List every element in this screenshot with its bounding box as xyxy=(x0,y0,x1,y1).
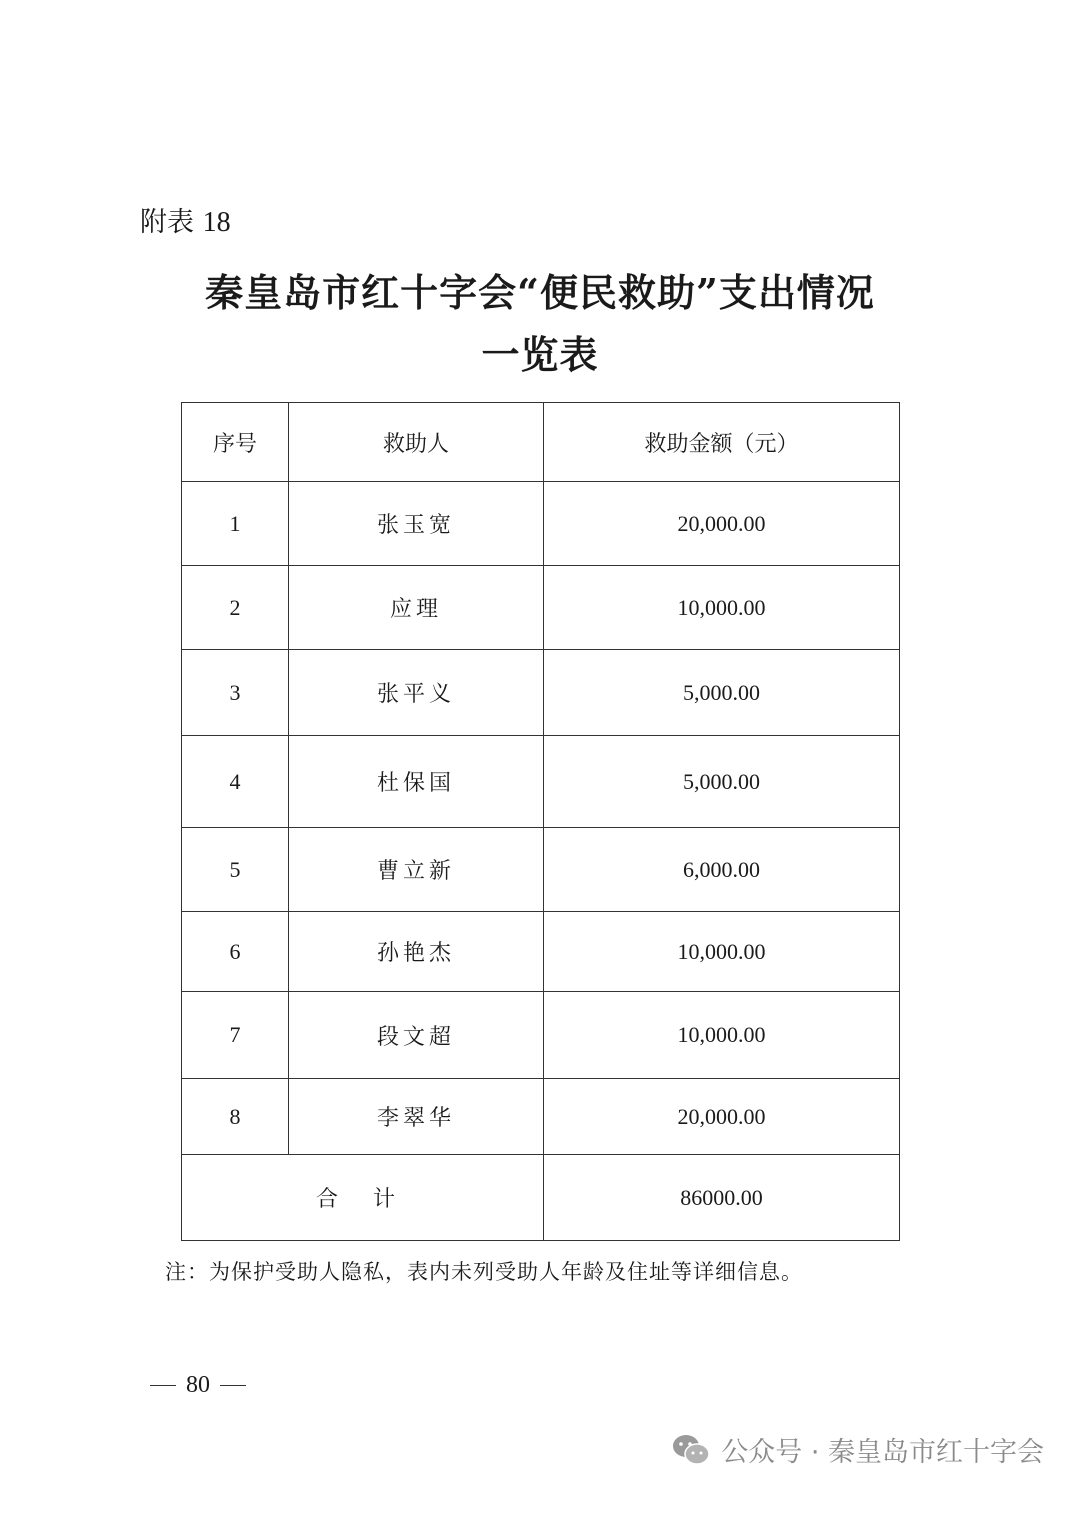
row-recipient: 张玉宽 xyxy=(289,482,544,566)
row-index: 5 xyxy=(182,828,289,912)
table-row xyxy=(182,912,900,992)
row-recipient: 杜保国 xyxy=(289,736,544,828)
row-recipient: 应理 xyxy=(289,566,544,650)
table-header-row xyxy=(182,403,900,482)
row-index: 8 xyxy=(182,1079,289,1155)
row-index: 6 xyxy=(182,912,289,992)
table-row xyxy=(182,736,900,828)
row-amount: 10,000.00 xyxy=(544,566,900,650)
watermark xyxy=(671,1430,1044,1469)
page-number-dash-left xyxy=(150,1385,176,1387)
page-title-line1: 秦皇岛市红十字会“便民救助”支出情况 xyxy=(205,270,875,315)
page-number-value: 80 xyxy=(186,1372,210,1398)
table-total-row xyxy=(182,1155,900,1241)
total-amount: 86000.00 xyxy=(544,1155,900,1241)
row-amount: 5,000.00 xyxy=(544,650,900,736)
column-header-amount: 救助金额（元） xyxy=(544,403,900,482)
table-row xyxy=(182,992,900,1079)
row-recipient: 张平义 xyxy=(289,650,544,736)
privacy-note: 注：为保护受助人隐私，表内未列受助人年龄及住址等详细信息。 xyxy=(165,1260,803,1284)
row-amount: 20,000.00 xyxy=(544,1079,900,1155)
row-index: 4 xyxy=(182,736,289,828)
page-title-line2: 一览表 xyxy=(481,332,599,377)
table-row xyxy=(182,650,900,736)
watermark-text: 公众号 · 秦皇岛市红十字会 xyxy=(721,1437,1044,1468)
row-index: 7 xyxy=(182,992,289,1079)
column-header-recipient: 救助人 xyxy=(289,403,544,482)
appendix-number: 18 xyxy=(202,207,231,238)
row-amount: 20,000.00 xyxy=(544,482,900,566)
wechat-icon xyxy=(671,1433,711,1467)
row-recipient: 段文超 xyxy=(289,992,544,1079)
row-amount: 5,000.00 xyxy=(544,736,900,828)
page-number xyxy=(140,1372,256,1399)
table-row xyxy=(182,828,900,912)
total-label: 合 计 xyxy=(182,1155,544,1241)
aid-expenditure-table xyxy=(181,402,900,1241)
row-amount: 6,000.00 xyxy=(544,828,900,912)
table-row xyxy=(182,1079,900,1155)
row-amount: 10,000.00 xyxy=(544,912,900,992)
table-row xyxy=(182,482,900,566)
row-index: 2 xyxy=(182,566,289,650)
row-amount: 10,000.00 xyxy=(544,992,900,1079)
row-recipient: 李翠华 xyxy=(289,1079,544,1155)
appendix-prefix: 附表 xyxy=(140,207,194,238)
row-index: 1 xyxy=(182,482,289,566)
row-recipient: 孙艳杰 xyxy=(289,912,544,992)
column-header-index: 序号 xyxy=(182,403,289,482)
table-row xyxy=(182,566,900,650)
appendix-label xyxy=(140,200,231,239)
row-recipient: 曹立新 xyxy=(289,828,544,912)
row-index: 3 xyxy=(182,650,289,736)
page-number-dash-right xyxy=(220,1385,246,1387)
